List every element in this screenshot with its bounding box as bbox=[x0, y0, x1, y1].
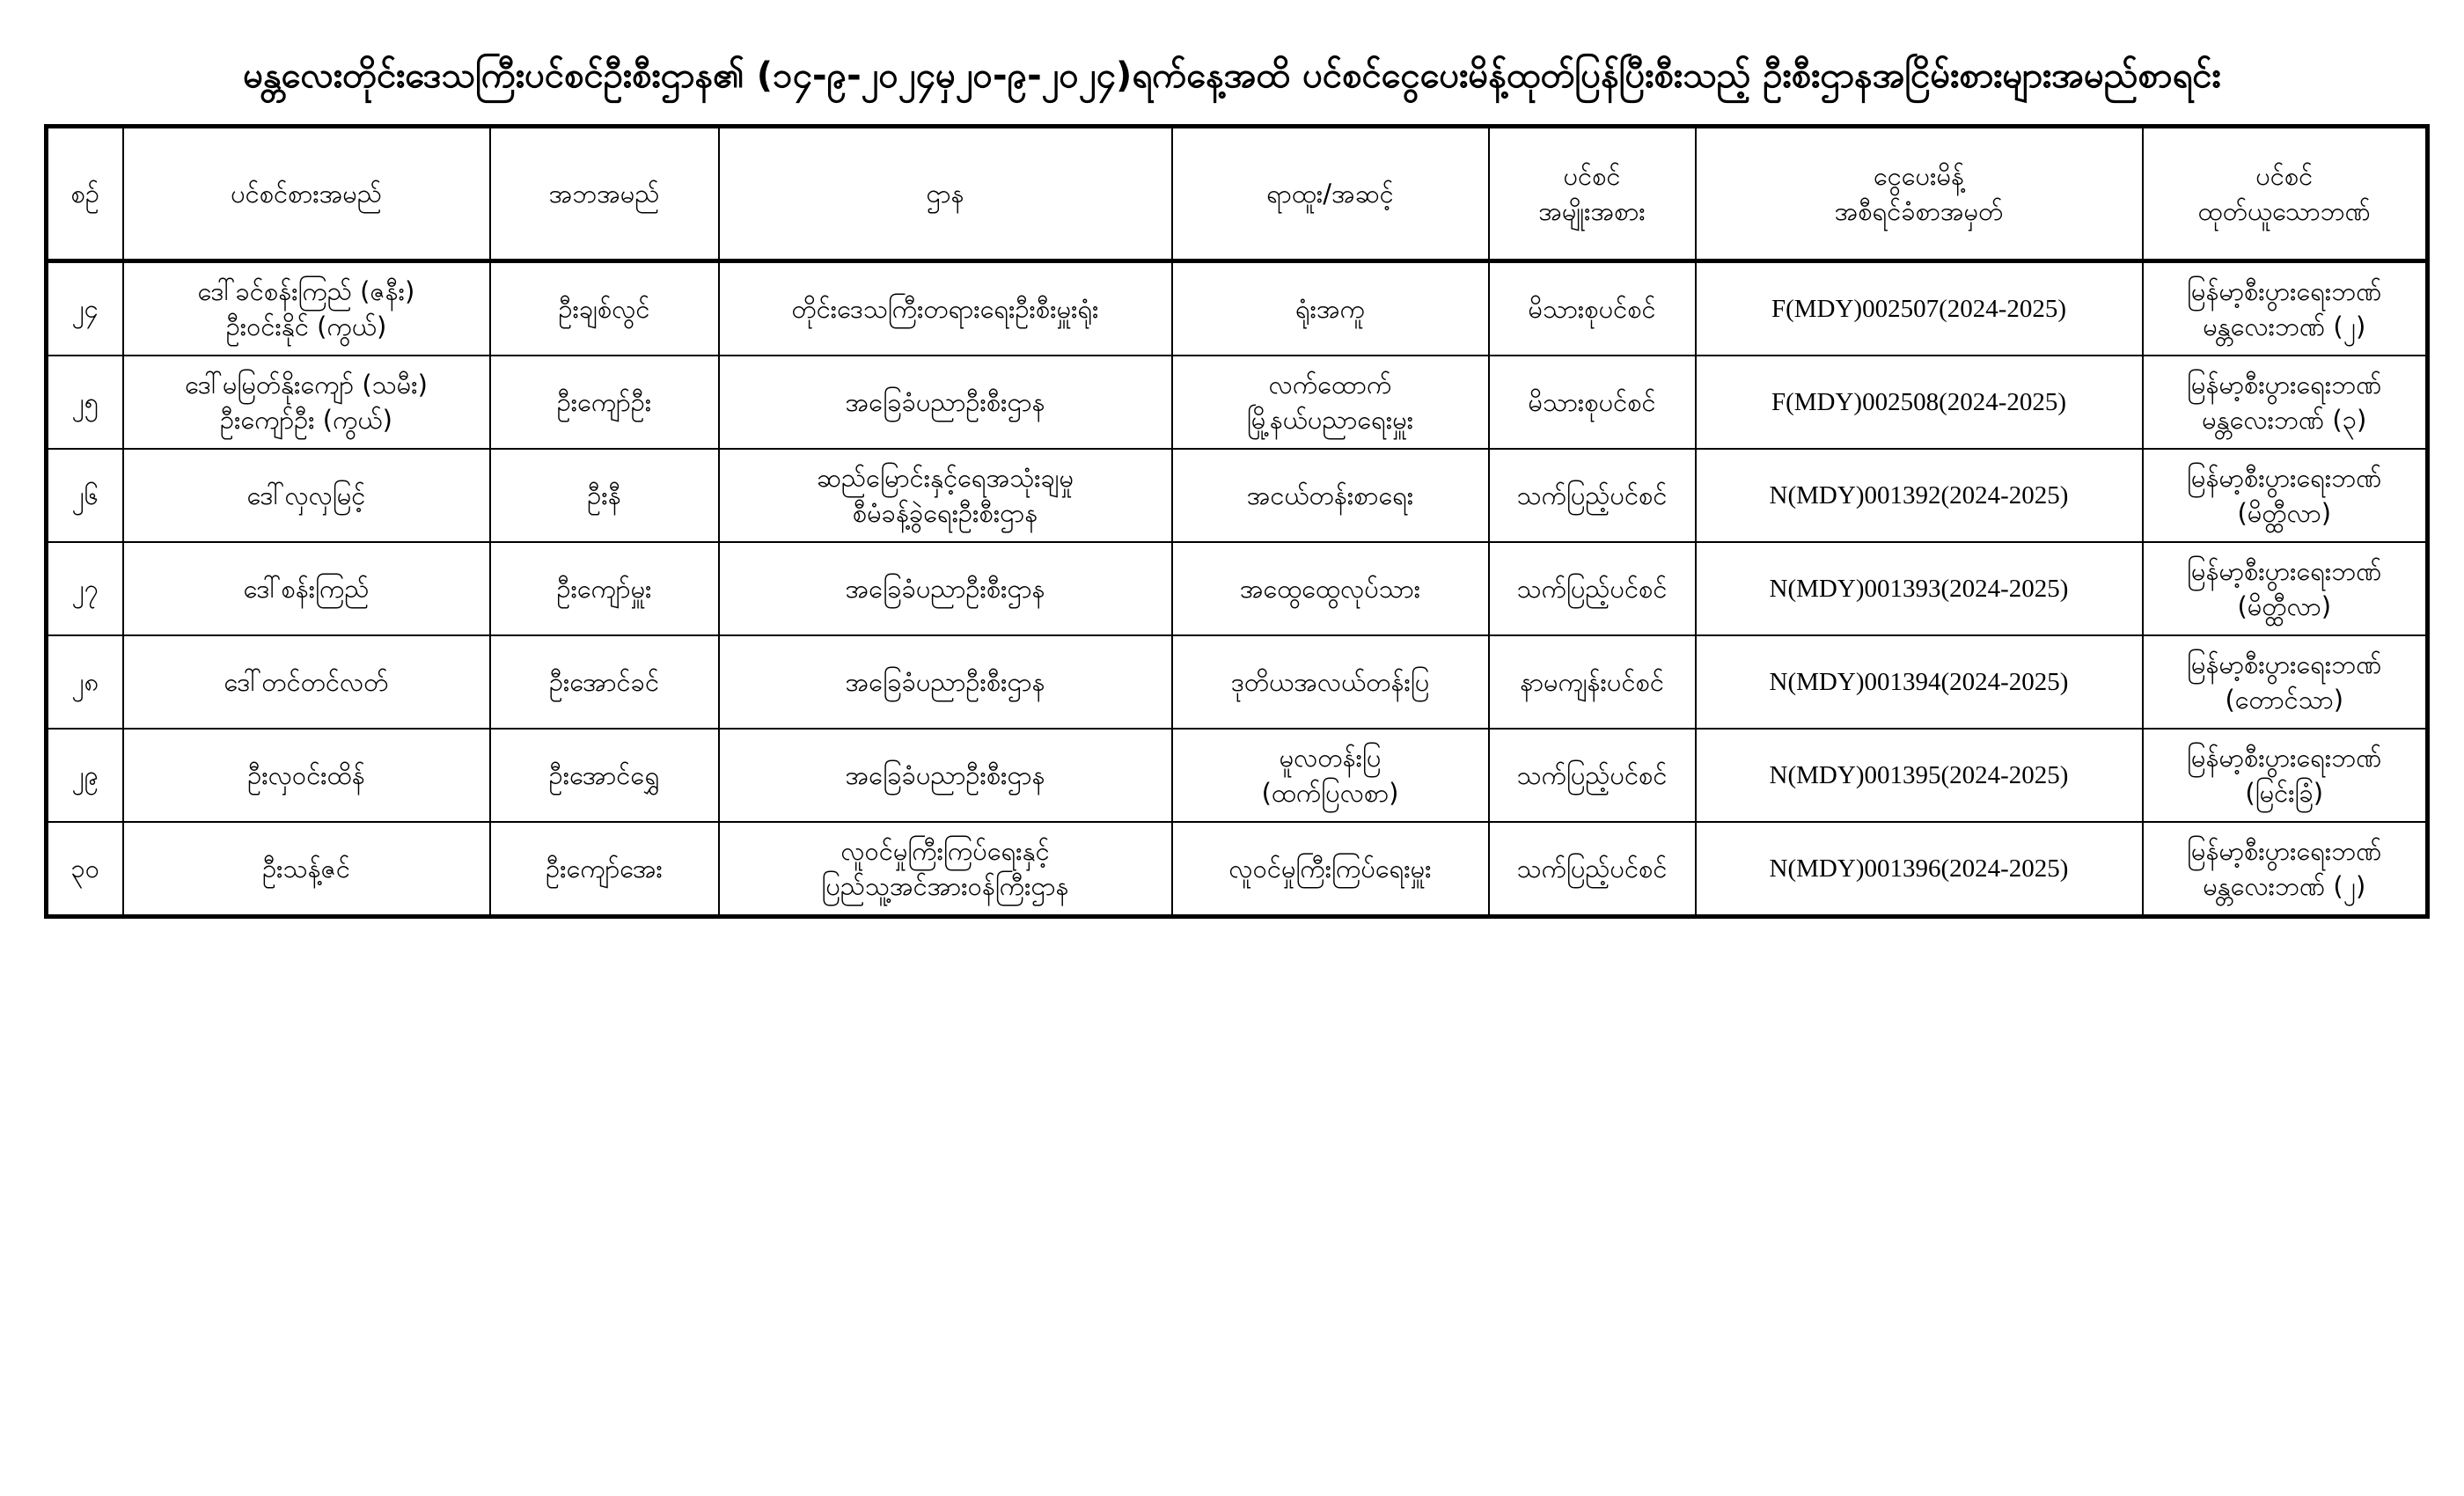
office-line: မြန်မာ့စီးပွားရေးဘဏ် bbox=[2187, 370, 2382, 400]
cell-rank bbox=[1172, 729, 1489, 822]
table-header-row bbox=[47, 127, 2428, 261]
cell-father-name: ဦးကျော်ဦး bbox=[490, 356, 719, 449]
cell-cert-number: N(MDY)001394(2024-2025) bbox=[1696, 635, 2143, 729]
office-line: မြန်မာ့စီးပွားရေးဘဏ် bbox=[2187, 556, 2382, 586]
department-line: ဆည်မြောင်းနှင့်ရေအသုံးချမှု bbox=[816, 463, 1074, 493]
name-line: ဒေါ်မမြတ်နိုးကျော် (သမီး) bbox=[185, 370, 428, 400]
cell-rank bbox=[1172, 356, 1489, 449]
cell-pensioner-name bbox=[123, 449, 490, 542]
office-line: မြန်မာ့စီးပွားရေးဘဏ် bbox=[2187, 276, 2382, 306]
table-row bbox=[47, 822, 2428, 917]
cell-rank bbox=[1172, 635, 1489, 729]
cell-pay-office bbox=[2143, 261, 2428, 356]
cell-no: ၂၉ bbox=[47, 729, 123, 822]
table-row bbox=[47, 261, 2428, 356]
cell-department bbox=[719, 449, 1172, 542]
col-header-cert-line1: ငွေပေးမိန့် bbox=[1873, 161, 1965, 191]
rank-line: မူလတန်းပြ bbox=[1279, 743, 1382, 773]
cell-department bbox=[719, 542, 1172, 635]
cell-department bbox=[719, 729, 1172, 822]
cell-pay-office bbox=[2143, 729, 2428, 822]
table-row bbox=[47, 729, 2428, 822]
department-line: ပြည်သူ့အင်အားဝန်ကြီးဌာန bbox=[821, 871, 1069, 901]
table-row bbox=[47, 635, 2428, 729]
cell-cert-number: N(MDY)001392(2024-2025) bbox=[1696, 449, 2143, 542]
cell-no: ၂၆ bbox=[47, 449, 123, 542]
rank-line: လူဝင်မှုကြီးကြပ်ရေးမှူး bbox=[1228, 854, 1432, 884]
cell-pensioner-name bbox=[123, 635, 490, 729]
cell-no: ၂၈ bbox=[47, 635, 123, 729]
col-header-type-line1: ပင်စင် bbox=[1563, 161, 1621, 191]
name-line: ဦးလှဝင်းထိန် bbox=[247, 760, 365, 790]
department-line: အခြေခံပညာဦးစီးဌာန bbox=[845, 574, 1045, 604]
cell-rank bbox=[1172, 542, 1489, 635]
cell-department bbox=[719, 261, 1172, 356]
cell-pensioner-name bbox=[123, 729, 490, 822]
col-header-cert bbox=[1696, 127, 2143, 261]
office-line: (မိတ္ထီလာ) bbox=[2237, 591, 2332, 621]
name-line: ဒေါ်စန်းကြည် bbox=[243, 574, 370, 604]
office-line: (တောင်သာ) bbox=[2225, 685, 2344, 715]
table-row bbox=[47, 449, 2428, 542]
cell-pension-type: မိသားစုပင်စင် bbox=[1489, 261, 1696, 356]
department-line: စီမံခန့်ခွဲရေးဦးစီးဌာန bbox=[852, 498, 1038, 528]
rank-line: ဒုတိယအလယ်တန်းပြ bbox=[1230, 667, 1430, 697]
cell-pay-office bbox=[2143, 356, 2428, 449]
office-line: မန္တလေးဘဏ် (၃) bbox=[2202, 405, 2367, 435]
cell-rank bbox=[1172, 261, 1489, 356]
department-line: လူဝင်မှုကြီးကြပ်ရေးနှင့် bbox=[840, 836, 1050, 866]
name-line: ဦးကျော်ဦး (ကွယ်) bbox=[220, 405, 392, 435]
name-line: ဒေါ်ခင်စန်းကြည် (ဇနီး) bbox=[197, 276, 415, 306]
office-line: မန္တလေးဘဏ် (၂) bbox=[2203, 871, 2366, 901]
office-line: မြန်မာ့စီးပွားရေးဘဏ် bbox=[2187, 743, 2382, 773]
cell-rank bbox=[1172, 449, 1489, 542]
cell-pension-type: သက်ပြည့်ပင်စင် bbox=[1489, 729, 1696, 822]
cell-father-name: ဦးအောင်ရွှေ bbox=[490, 729, 719, 822]
name-line: ဒေါ်လှလှမြင့် bbox=[246, 480, 366, 510]
rank-line: (ထက်ပြလစာ) bbox=[1261, 778, 1399, 808]
office-line: မြန်မာ့စီးပွားရေးဘဏ် bbox=[2187, 649, 2382, 679]
rank-line: အငယ်တန်းစာရေး bbox=[1246, 480, 1414, 510]
cell-pension-type: နာမကျန်းပင်စင် bbox=[1489, 635, 1696, 729]
cell-father-name: ဦးကျော်အေး bbox=[490, 822, 719, 917]
col-header-rank: ရာထူး/အဆင့် bbox=[1172, 127, 1489, 261]
cell-pensioner-name bbox=[123, 822, 490, 917]
cell-pension-type: မိသားစုပင်စင် bbox=[1489, 356, 1696, 449]
cell-department bbox=[719, 356, 1172, 449]
cell-pay-office bbox=[2143, 635, 2428, 729]
cell-father-name: ဦးချစ်လွင် bbox=[490, 261, 719, 356]
table-row bbox=[47, 356, 2428, 449]
office-line: မြန်မာ့စီးပွားရေးဘဏ် bbox=[2187, 463, 2382, 493]
department-line: အခြေခံပညာဦးစီးဌာန bbox=[845, 760, 1045, 790]
name-line: ဦးသန့်ဇင် bbox=[262, 854, 350, 884]
cell-cert-number: N(MDY)001393(2024-2025) bbox=[1696, 542, 2143, 635]
name-line: ဦးဝင်းနိုင် (ကွယ်) bbox=[225, 312, 387, 341]
cell-no: ၂၅ bbox=[47, 356, 123, 449]
cell-department bbox=[719, 822, 1172, 917]
cell-pensioner-name bbox=[123, 542, 490, 635]
cell-pay-office bbox=[2143, 822, 2428, 917]
col-header-no: စဉ် bbox=[47, 127, 123, 261]
department-line: အခြေခံပညာဦးစီးဌာန bbox=[845, 667, 1045, 697]
cell-pension-type: သက်ပြည့်ပင်စင် bbox=[1489, 449, 1696, 542]
table-row bbox=[47, 542, 2428, 635]
cell-cert-number: N(MDY)001396(2024-2025) bbox=[1696, 822, 2143, 917]
page-title: မန္တလေးတိုင်းဒေသကြီးပင်စင်ဦးစီးဌာန၏ (၁၄-၉-၂၀၂၄မှ၂၀-၉-၂၀၂၄)ရက်နေ့အထိ ပင်စင်ငွေပေးမိန့်ထုတ်ပြန်ပြီးစီးသည့် ဦးစီးဌာနအငြိမ်းစားများအမည်စာရင်း bbox=[243, 55, 2221, 96]
col-header-pensioner: ပင်စင်စားအမည် bbox=[123, 127, 490, 261]
cell-father-name: ဦးအောင်ခင် bbox=[490, 635, 719, 729]
department-line: အခြေခံပညာဦးစီးဌာန bbox=[845, 387, 1045, 417]
office-line: မန္တလေးဘဏ် (၂) bbox=[2203, 312, 2366, 341]
rank-line: လက်ထောက် bbox=[1268, 370, 1392, 400]
col-header-office-line2: ထုတ်ယူသောဘဏ် bbox=[2197, 196, 2371, 226]
department-line: တိုင်းဒေသကြီးတရားရေးဦးစီးမှူးရုံး bbox=[791, 294, 1099, 324]
name-line: ဒေါ်တင်တင်လတ် bbox=[224, 667, 389, 697]
cell-pensioner-name bbox=[123, 261, 490, 356]
cell-pay-office bbox=[2143, 542, 2428, 635]
pension-table bbox=[44, 124, 2430, 919]
cell-pay-office bbox=[2143, 449, 2428, 542]
rank-line: မြို့နယ်ပညာရေးမှူး bbox=[1246, 405, 1414, 435]
rank-line: ရုံးအကူ bbox=[1294, 294, 1365, 324]
cell-cert-number: N(MDY)001395(2024-2025) bbox=[1696, 729, 2143, 822]
col-header-department-line: ဌာန bbox=[926, 179, 964, 209]
col-header-type-line2: အမျိုးအစား bbox=[1538, 196, 1646, 226]
col-header-father: အဘအမည် bbox=[490, 127, 719, 261]
cell-father-name: ဦးကျော်မှူး bbox=[490, 542, 719, 635]
cell-pension-type: သက်ပြည့်ပင်စင် bbox=[1489, 542, 1696, 635]
cell-cert-number: F(MDY)002508(2024-2025) bbox=[1696, 356, 2143, 449]
cell-no: ၂၇ bbox=[47, 542, 123, 635]
col-header-cert-line2: အစီရင်ခံစာအမှတ် bbox=[1834, 196, 2004, 226]
cell-department bbox=[719, 635, 1172, 729]
cell-pensioner-name bbox=[123, 356, 490, 449]
cell-no: ၂၄ bbox=[47, 261, 123, 356]
rank-line: အထွေထွေလုပ်သား bbox=[1239, 574, 1421, 604]
col-header-type bbox=[1489, 127, 1696, 261]
col-header-department bbox=[719, 127, 1172, 261]
col-header-office bbox=[2143, 127, 2428, 261]
cell-cert-number: F(MDY)002507(2024-2025) bbox=[1696, 261, 2143, 356]
cell-pension-type: သက်ပြည့်ပင်စင် bbox=[1489, 822, 1696, 917]
col-header-office-line1: ပင်စင် bbox=[2255, 161, 2314, 191]
office-line: (မိတ္ထီလာ) bbox=[2237, 498, 2332, 528]
cell-no: ၃၀ bbox=[47, 822, 123, 917]
office-line: (မြင်းခြံ) bbox=[2245, 778, 2324, 808]
office-line: မြန်မာ့စီးပွားရေးဘဏ် bbox=[2187, 836, 2382, 866]
cell-rank bbox=[1172, 822, 1489, 917]
cell-father-name: ဦးနီ bbox=[490, 449, 719, 542]
